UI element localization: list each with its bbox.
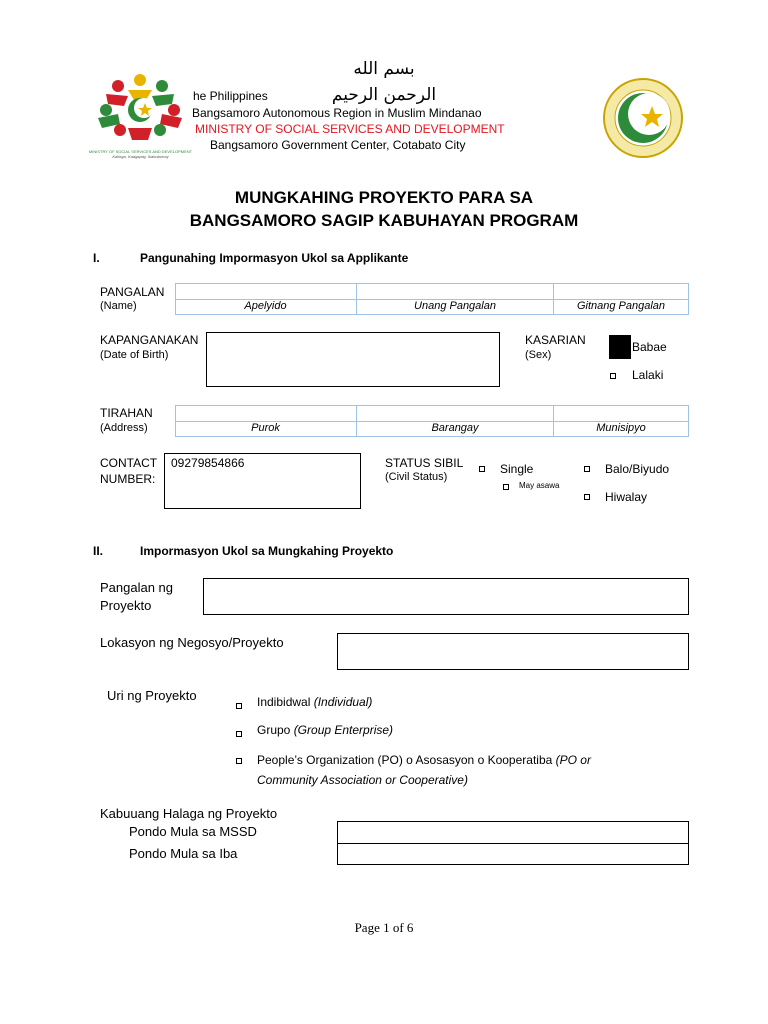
section-1-number: I. — [93, 251, 100, 265]
fund-other-label: Pondo Mula sa Iba — [129, 846, 238, 861]
page-number: Page 1 of 6 — [354, 920, 414, 935]
civil-widowed-label: Balo/Biyudo — [605, 462, 670, 476]
dob-input[interactable] — [206, 332, 500, 387]
contact-label-line-1: CONTACT — [100, 456, 158, 470]
first-name-caption: Unang Pangalan — [414, 300, 496, 312]
bismillah-calligraphy: بسم الله الرحمن الرحيم — [331, 59, 437, 105]
civil-single-label: Single — [500, 462, 534, 476]
project-name-input[interactable] — [203, 578, 689, 615]
type-po-checkbox[interactable] — [236, 758, 242, 764]
type-po-label — [257, 750, 657, 790]
last-name-input[interactable] — [175, 283, 357, 300]
middle-name-input[interactable] — [553, 283, 689, 300]
address-sublabel: (Address) — [100, 422, 148, 434]
municipality-caption: Munisipyo — [596, 422, 646, 434]
civil-status-sublabel: (Civil Status) — [385, 471, 448, 483]
first-name-input[interactable] — [356, 283, 554, 300]
total-cost-label: Kabuuang Halaga ng Proyekto — [100, 806, 278, 821]
type-group-label — [257, 723, 393, 737]
mssd-logo-motto: Kalinga, Kaagapay, Ikabubuhay — [112, 154, 169, 159]
name-sublabel: (Name) — [100, 300, 137, 312]
project-location-label: Lokasyon ng Negosyo/Proyekto — [100, 635, 284, 650]
type-po-text: People’s Organization (PO) o Asosasyon o Kooperatiba — [257, 753, 556, 767]
mssd-logo-caption: MINISTRY OF SOCIAL SERVICES AND DEVELOPMENT — [88, 149, 193, 154]
ministry-name: MINISTRY OF SOCIAL SERVICES AND DEVELOPMENT — [195, 122, 505, 136]
purok-input[interactable] — [175, 405, 357, 422]
middle-name-caption: Gitnang Pangalan — [576, 300, 666, 312]
mssd-logo — [88, 66, 193, 159]
header-line-2: Bangsamoro Autonomous Region in Muslim Mindanao — [192, 106, 482, 120]
sex-lalaki-checkbox[interactable] — [610, 373, 616, 379]
name-label: PANGALAN — [100, 285, 165, 299]
civil-status-label: STATUS SIBIL — [385, 456, 464, 470]
type-individual-label — [257, 695, 372, 709]
type-individual-english: (Individual) — [313, 695, 373, 709]
civil-widowed-checkbox[interactable] — [584, 466, 590, 472]
purok-caption: Purok — [251, 422, 280, 434]
municipality-input[interactable] — [553, 405, 689, 422]
fund-mssd-label: Pondo Mula sa MSSD — [129, 824, 257, 839]
type-individual-checkbox[interactable] — [236, 703, 242, 709]
name-fields — [175, 283, 689, 315]
header-address: Bangsamoro Government Center, Cotabato City — [210, 138, 466, 152]
type-po-english-2: Community Association or Cooperative) — [257, 773, 468, 787]
section-2-heading: Impormasyon Ukol sa Mungkahing Proyekto — [140, 544, 394, 558]
sex-babae-label: Babae — [632, 340, 667, 354]
address-fields — [175, 405, 689, 437]
form-title-line-2: BANGSAMORO SAGIP KABUHAYAN PROGRAM — [189, 211, 579, 230]
barangay-input[interactable] — [356, 405, 554, 422]
type-group-text: Grupo — [257, 723, 294, 737]
type-group-english: (Group Enterprise) — [293, 723, 394, 737]
type-individual-text: Indibidwal — [257, 695, 314, 709]
project-name-label-line-2: Proyekto — [100, 598, 152, 613]
dob-sublabel: (Date of Birth) — [100, 349, 169, 361]
civil-married-checkbox[interactable] — [503, 484, 509, 490]
civil-married-label: May asawa — [519, 481, 560, 490]
barangay-caption: Barangay — [431, 422, 479, 434]
civil-single-checkbox[interactable] — [479, 466, 485, 472]
sex-lalaki-label: Lalaki — [632, 368, 664, 382]
sex-sublabel: (Sex) — [525, 349, 552, 361]
project-type-label: Uri ng Proyekto — [107, 688, 197, 703]
header-line-1: he Philippines — [193, 89, 268, 103]
last-name-caption: Apelyido — [244, 300, 287, 312]
project-location-input[interactable] — [337, 633, 689, 670]
form-title-line-1: MUNGKAHING PROYEKTO PARA SA — [234, 188, 534, 207]
type-po-english-1: (PO or — [555, 753, 591, 767]
type-group-checkbox[interactable] — [236, 731, 242, 737]
civil-separated-checkbox[interactable] — [584, 494, 590, 500]
fund-mssd-input[interactable] — [337, 821, 689, 844]
contact-number-value: 09279854866 — [171, 456, 245, 470]
civil-separated-label: Hiwalay — [605, 490, 648, 504]
contact-label-line-2: NUMBER: — [100, 472, 156, 486]
sex-babae-checkbox[interactable] — [609, 335, 631, 359]
section-2-number: II. — [93, 544, 104, 558]
sex-label: KASARIAN — [525, 333, 586, 347]
address-label: TIRAHAN — [100, 406, 153, 420]
dob-label: KAPANGANAKAN — [100, 333, 199, 347]
contact-number-input[interactable] — [164, 453, 361, 509]
section-1-heading: Pangunahing Impormasyon Ukol sa Applikante — [140, 251, 409, 265]
fund-other-input[interactable] — [337, 843, 689, 865]
barmm-seal — [602, 78, 684, 158]
project-name-label-line-1: Pangalan ng — [100, 580, 174, 595]
